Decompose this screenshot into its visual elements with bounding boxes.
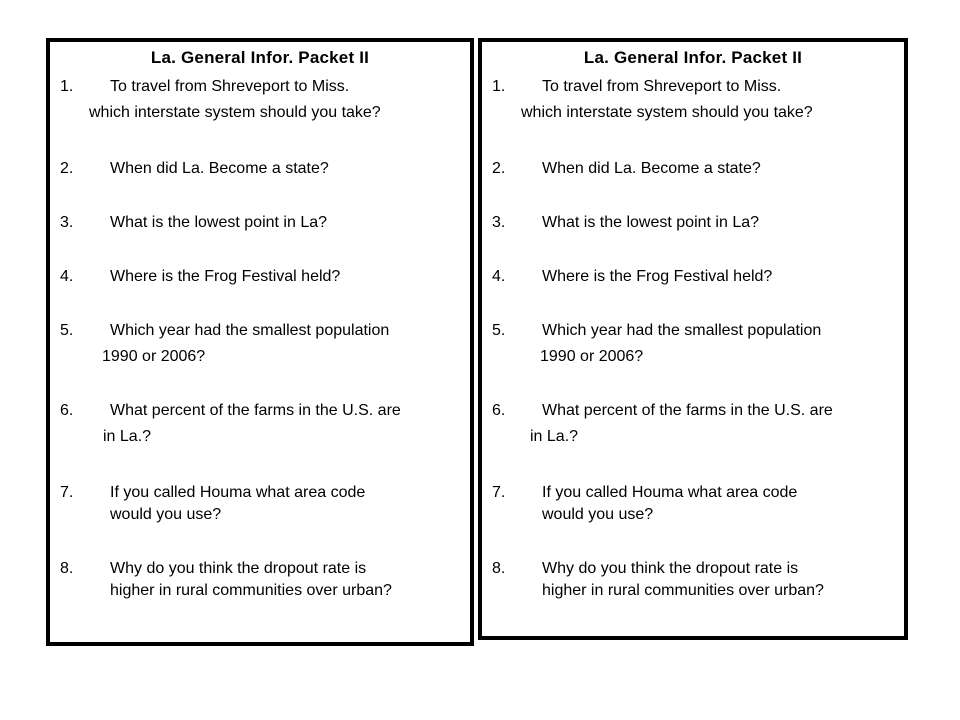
question-text-continued: would you use?: [542, 506, 654, 523]
question-text: What is the lowest point in La?: [110, 214, 328, 231]
question-text: If you called Houma what area code: [110, 484, 366, 501]
question-text: To travel from Shreveport to Miss.: [110, 78, 350, 95]
question-text-continued: would you use?: [110, 506, 222, 523]
question-text: Why do you think the dropout rate is: [110, 560, 367, 577]
question-number: 8.: [492, 560, 506, 577]
question-text-continued: 1990 or 2006?: [540, 348, 644, 365]
question-text: Which year had the smallest population: [110, 322, 390, 339]
question-text: To travel from Shreveport to Miss.: [542, 78, 782, 95]
question-number: 4.: [492, 268, 506, 285]
card-title: La. General Infor. Packet II: [583, 48, 803, 67]
question-text: Where is the Frog Festival held?: [542, 268, 773, 285]
question-number: 2.: [492, 160, 506, 177]
question-number: 1.: [492, 78, 506, 95]
question-text-continued: in La.?: [530, 428, 579, 445]
question-text: When did La. Become a state?: [542, 160, 761, 177]
question-number: 5.: [492, 322, 506, 339]
question-text: What percent of the farms in the U.S. are: [110, 402, 401, 419]
question-text: When did La. Become a state?: [110, 160, 329, 177]
question-number: 3.: [492, 214, 506, 231]
question-text: What is the lowest point in La?: [542, 214, 760, 231]
question-text: If you called Houma what area code: [542, 484, 798, 501]
question-number: 1.: [60, 78, 74, 95]
question-number: 2.: [60, 160, 74, 177]
question-text: Why do you think the dropout rate is: [542, 560, 799, 577]
question-text: Where is the Frog Festival held?: [110, 268, 341, 285]
question-text-continued: 1990 or 2006?: [102, 348, 206, 365]
question-number: 5.: [60, 322, 74, 339]
question-number: 6.: [492, 402, 506, 419]
question-number: 7.: [60, 484, 74, 501]
question-text-continued: which interstate system should you take?: [521, 104, 813, 121]
packet-card-right: [478, 38, 908, 640]
question-text-continued: in La.?: [103, 428, 152, 445]
question-text: What percent of the farms in the U.S. are: [542, 402, 833, 419]
question-text: Which year had the smallest population: [542, 322, 822, 339]
question-number: 6.: [60, 402, 74, 419]
question-number: 3.: [60, 214, 74, 231]
question-number: 7.: [492, 484, 506, 501]
card-title: La. General Infor. Packet II: [150, 48, 370, 67]
question-text-continued: higher in rural communities over urban?: [110, 582, 392, 599]
packet-card-left: [46, 38, 474, 646]
question-number: 4.: [60, 268, 74, 285]
question-number: 8.: [60, 560, 74, 577]
question-text-continued: higher in rural communities over urban?: [542, 582, 824, 599]
question-text-continued: which interstate system should you take?: [89, 104, 381, 121]
